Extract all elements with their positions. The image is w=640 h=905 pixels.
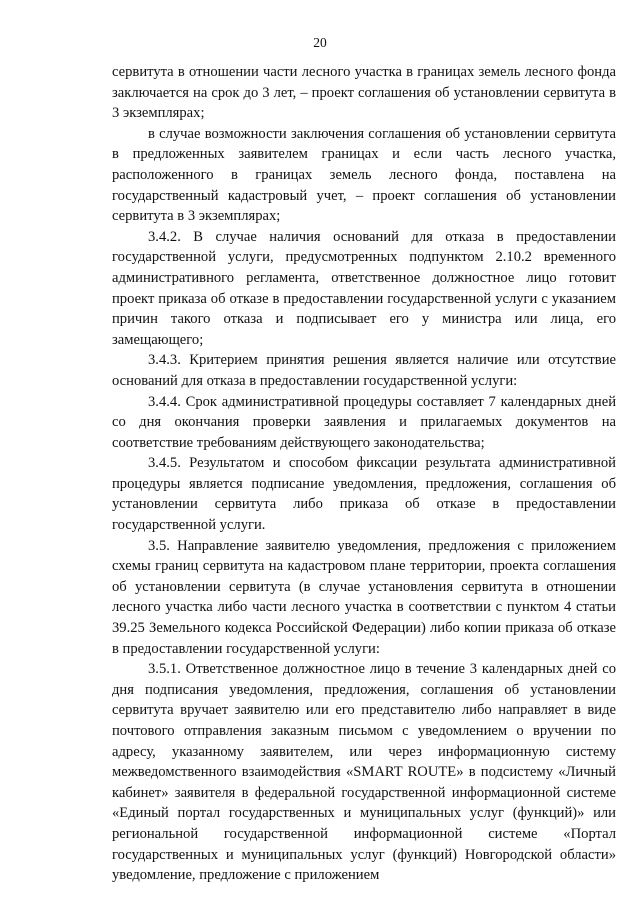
paragraph: 3.4.2. В случае наличия оснований для отказа в предоставлении государственной услуги, предусмотренных подпунктом 2.10.2 временного административного регламента, ответственное должностное лицо готовит проект приказа об отказе в предоставлении государственной услуги с указанием причин такого отказа и подписывает его у министра или лица, его замещающего; — [112, 228, 616, 348]
paragraph: 3.5.1. Ответственное должностное лицо в течение 3 календарных дней со дня подписания уведомления, предложения, соглашения об установлении сервитута вручает заявителю или его представителю либо направляет в виде почтового отправления заказным письмом с уведомлением о вручении по адресу, указанному заявителем, или через информационную систему межведомственного взаимодействия «SMART ROUTE» в подсистему «Личный кабинет» заявителя в федеральной государственной информационной системе «Единый портал государственных и муниципальных услуг (функций)» или региональной государственной информационной системе «Портал государственных и муниципальных услуг (функций) Новгородской области» уведомление, предложение с приложением — [112, 661, 616, 884]
document-body — [112, 62, 616, 886]
paragraph: в случае возможности заключения соглашения об установлении сервитута в предложенных заявителем границах и если часть лесного участка, расположенного в границах земель лесного фонда, поставлена на государственный кадастровый учет, – проект соглашения об установлении сервитута в 3 экземплярах; — [112, 125, 616, 225]
paragraph: 3.4.4. Срок административной процедуры составляет 7 календарных дней со дня окончания проверки заявления и прилагаемых документов на соответствие требованиям действующего законодательства; — [112, 393, 616, 451]
paragraph: 3.4.5. Результатом и способом фиксации результата административной процедуры является подписание уведомления, предложения, соглашения об установлении сервитута либо приказа об отказе в предоставлении государственной услуги. — [112, 455, 616, 534]
page-number: 20 — [313, 35, 327, 50]
paragraph: 3.4.3. Критерием принятия решения является наличие или отсутствие оснований для отказа в предоставлении государственной услуги: — [112, 352, 616, 389]
paragraph: 3.5. Направление заявителю уведомления, предложения с приложением схемы границ сервитута на кадастровом плане территории, проекта соглашения об установлении сервитута (в случае установления сервитута в отношении лесного участка либо части лесного участка в соответствии с пунктом 4 статьи 39.25 Земельного кодекса Российской Федерации) либо копии приказа об отказе в предоставлении государственной услуги: — [112, 537, 616, 657]
paragraph: сервитута в отношении части лесного участка в границах земель лесного фонда заключается на срок до 3 лет, – проект соглашения об установлении сервитута в 3 экземплярах; — [112, 64, 616, 122]
